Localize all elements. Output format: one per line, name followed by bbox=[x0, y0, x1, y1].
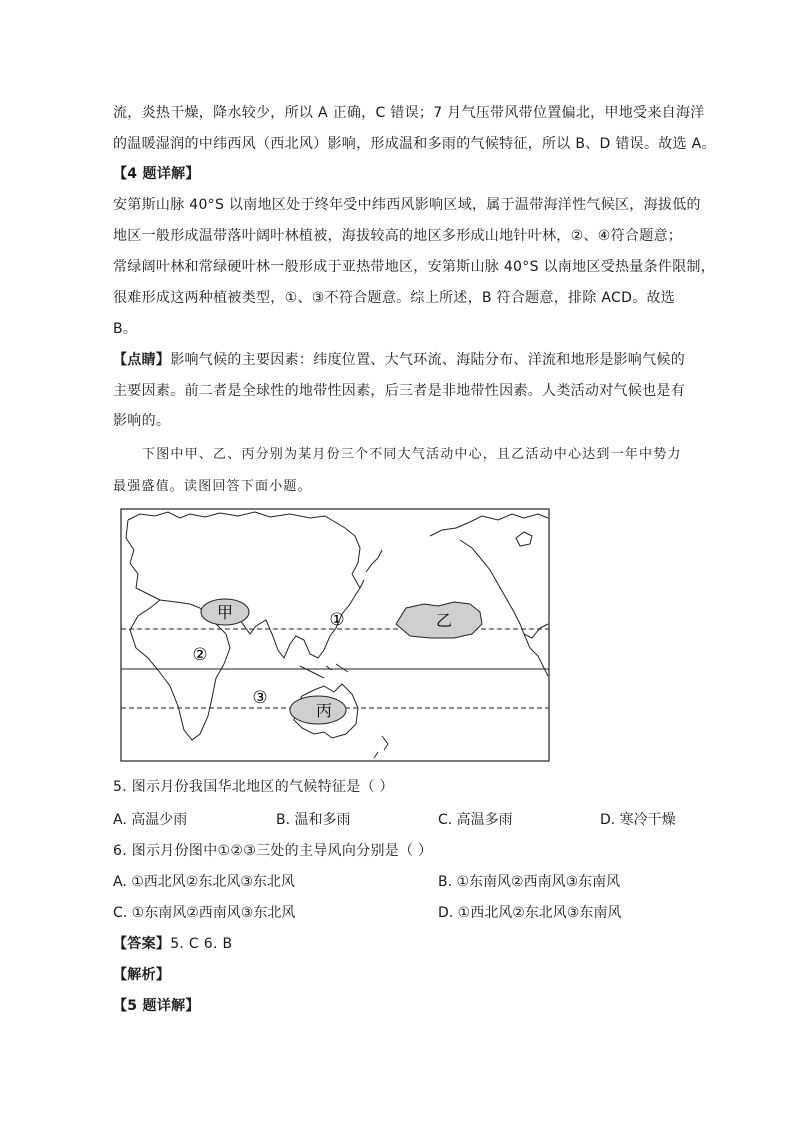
text-line: 常绿阔叶林和常绿硬叶林一般形成于亚热带地区，安第斯山脉 40°S 以南地区受热量条件限制， bbox=[113, 259, 716, 275]
text-line: 很难形成这两种植被类型，①、③不符合题意。综上所述，B 符合题意，排除 ACD。故选 bbox=[113, 290, 676, 306]
question-intro: 下图中甲、乙、丙分别为某月份三个不同大气活动中心，且乙活动中心达到一年中势力 bbox=[142, 447, 682, 462]
text-line: 安第斯山脉 40°S 以南地区处于终年受中纬西风影响区域，属于温带海洋性气候区，海拔低的 bbox=[113, 197, 701, 213]
text-line: 的温暖湿润的中纬西风（西北风）影响，形成温和多雨的气候特征，所以 B、D 错误。故选 A。 bbox=[113, 136, 716, 152]
q5-option-d: D. 寒冷干燥 bbox=[600, 812, 676, 828]
q4-detail-heading: 【4 题详解】 bbox=[113, 166, 200, 182]
text-line: B。 bbox=[113, 321, 138, 337]
q6-option-b: B. ①东南风②西南风③东南风 bbox=[438, 874, 621, 890]
answer-label: 【答案】 bbox=[113, 936, 171, 952]
q6-option-c: C. ①东南风②西南风③东北风 bbox=[113, 905, 296, 921]
world-map-figure bbox=[120, 508, 550, 762]
question-intro: 最强盛值。读图回答下面小题。 bbox=[113, 479, 312, 494]
marker-1: ① bbox=[329, 610, 345, 630]
note-label: 【点睛】 bbox=[113, 352, 171, 368]
map-frame bbox=[121, 509, 549, 761]
q5-detail-heading: 【5 题详解】 bbox=[113, 998, 200, 1014]
answer-line bbox=[113, 934, 232, 954]
q6-stem: 6. 图示月份图中①②③三处的主导风向分别是（ ） bbox=[113, 843, 433, 859]
q6-option-a: A. ①西北风②东北风③东北风 bbox=[113, 874, 295, 890]
text-line: 流，炎热干燥，降水较少，所以 A 正确，C 错误；7 月气压带风带位置偏北，甲地受来自海洋 bbox=[113, 105, 705, 121]
answer-value: 5. C 6. B bbox=[170, 936, 233, 952]
marker-3: ③ bbox=[252, 688, 268, 708]
note-line bbox=[113, 350, 685, 370]
q6-option-d: D. ①西北风②东北风③东南风 bbox=[438, 905, 622, 921]
note-text: 影响气候的主要因素：纬度位置、大气环流、海陆分布、洋流和地形是影响气候的 bbox=[170, 352, 686, 368]
q5-option-c: C. 高温多雨 bbox=[438, 812, 513, 828]
label-jia: 甲 bbox=[216, 603, 234, 622]
analysis-label: 【解析】 bbox=[113, 967, 171, 983]
q5-stem: 5. 图示月份我国华北地区的气候特征是（ ） bbox=[113, 779, 394, 795]
marker-2: ② bbox=[192, 645, 208, 665]
q5-option-b: B. 温和多雨 bbox=[276, 812, 351, 828]
text-line: 主要因素。前二者是全球性的地带性因素，后三者是非地带性因素。人类活动对气候也是有 bbox=[113, 383, 685, 399]
q5-option-a: A. 高温少雨 bbox=[113, 812, 188, 828]
label-yi: 乙 bbox=[435, 611, 453, 630]
text-line: 地区一般形成温带落叶阔叶林植被，海拔较高的地区多形成山地针叶林，②、④符合题意； bbox=[113, 228, 683, 244]
label-bing: 丙 bbox=[315, 701, 333, 720]
text-line: 影响的。 bbox=[113, 413, 171, 429]
